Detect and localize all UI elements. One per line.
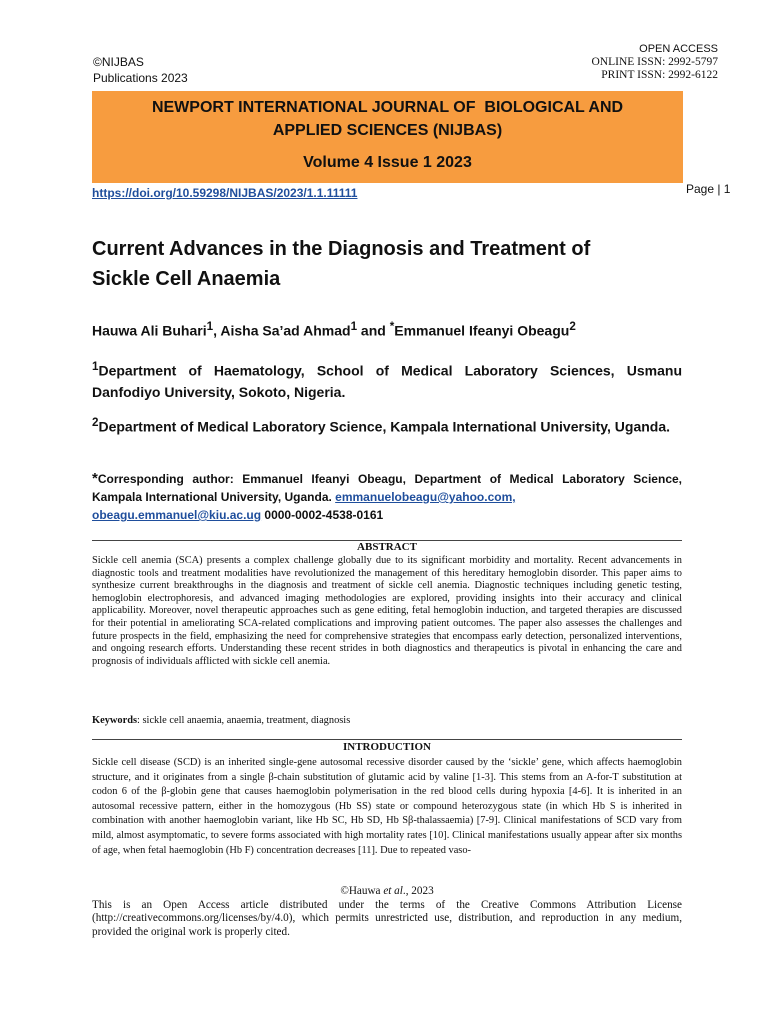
divider: [92, 739, 682, 740]
affiliation-marker: 2: [92, 416, 99, 429]
license-footer: [92, 885, 682, 939]
page-number: Page | 1: [686, 182, 731, 196]
publisher-block: [93, 54, 188, 86]
issn-block: [592, 43, 719, 82]
publisher-copyright: ©NIJBAS: [93, 55, 144, 69]
orcid-id: 0000-0002-4538-0161: [261, 508, 384, 522]
copyright-suffix: ., 2023: [402, 885, 434, 897]
license-text: This is an Open Access article distributed under the terms of the Creative Commons Attribution License (http://creativecommons.org/licenses/by/4.0), which permits unrestricted use, distribution, and reproduction in any medium, provided the original work is properly cited.: [92, 898, 682, 938]
copyright-line: [92, 885, 682, 899]
online-issn: ONLINE ISSN: 2992-5797: [591, 56, 718, 68]
abstract-text: Sickle cell anemia (SCA) presents a complex challenge globally due to its significant morbidity and mortality. Recent advancements in diagnostic tools and treatment modalities have revolutionized the management of this hereditary hemoglobin disorder. This paper aims to synthesize current breakthroughs in the diagnosis and treatment of sickle cell anemia. Diagnostic techniques including genetic testing, hemoglobin electrophoresis, and advanced imaging methodologies are explored, providing insights into their accuracy and clinical applicability. Moreover, novel therapeutic approaches such as gene editing, fetal hemoglobin induction, and targeted therapies are discussed for their potential in ameliorating SCA-related complications and improving patient outcomes. The paper also assesses the challenges and future prospects in the field, emphasizing the need for comprehensive strategies that encompass early detection, personalized interventions, and ongoing research efforts. Understanding these recent strides in both diagnostics and therapeutics is pivotal in enhancing the care and prognosis of individuals afflicted with sickle cell anemia.: [92, 555, 682, 667]
journal-banner: [92, 91, 683, 183]
affiliation-marker: 1: [350, 320, 358, 333]
keywords-list: : sickle cell anaemia, anaemia, treatment, diagnosis: [137, 715, 351, 726]
email-link[interactable]: obeagu.emmanuel@kiu.ac.ug: [92, 508, 262, 522]
affiliation-text: Department of Medical Laboratory Science, Kampala International University, Uganda.: [98, 418, 671, 435]
doi-link[interactable]: https://doi.org/10.59298/NIJBAS/2023/1.1.11111: [92, 186, 358, 200]
open-access-label: OPEN ACCESS: [639, 43, 718, 55]
corresponding-text: Corresponding author: Emmanuel Ifeanyi Obeagu, Department of Medical Laboratory Science, Kampala International University, Uganda.: [92, 472, 682, 504]
corresponding-marker: *: [389, 320, 395, 333]
author-name: Emmanuel Ifeanyi Obeagu: [394, 322, 570, 339]
copyright-prefix: ©Hauwa: [340, 885, 384, 897]
keywords-label: Keywords: [92, 715, 138, 726]
affiliation-marker: 2: [569, 320, 576, 333]
corresponding-author: [92, 470, 682, 524]
corresponding-marker: *: [92, 470, 98, 487]
journal-title: [92, 96, 683, 142]
affiliation-marker: 1: [92, 360, 99, 373]
author-name: Hauwa Ali Buhari: [92, 322, 207, 339]
article-title-line2: Sickle Cell Anaemia: [92, 268, 281, 290]
article-title: [92, 234, 682, 294]
affiliation-1: [92, 356, 682, 403]
article-title-line1: Current Advances in the Diagnosis and Treatment of: [92, 238, 591, 260]
affiliation-2: [92, 412, 682, 438]
author-separator: and: [357, 322, 390, 339]
journal-title-line1: NEWPORT INTERNATIONAL JOURNAL OF BIOLOGICAL AND: [151, 99, 624, 116]
publisher-year: Publications 2023: [93, 71, 188, 85]
author-name: , Aisha Sa’ad Ahmad: [213, 322, 351, 339]
journal-title-line2: APPLIED SCIENCES (NIJBAS): [272, 122, 503, 139]
print-issn: PRINT ISSN: 2992-6122: [601, 69, 718, 81]
keywords: [92, 715, 350, 726]
email-link[interactable]: emmanuelobeagu@yahoo.com,: [335, 490, 516, 504]
affiliation-marker: 1: [206, 320, 214, 333]
affiliation-text: Department of Haematology, School of Medical Laboratory Sciences, Usmanu Danfodiyo University, Sokoto, Nigeria.: [92, 362, 682, 400]
abstract-heading: ABSTRACT: [357, 541, 417, 553]
volume-issue: Volume 4 Issue 1 2023: [303, 154, 472, 171]
introduction-text: Sickle cell disease (SCD) is an inherited single-gene autosomal recessive disorder caused by the ‘sickle’ gene, which affects haemoglobin structure, and it originates from a single β-chain substitution of glutamic acid by valine [1-3]. This stems from an A-for-T substitution at codon 6 of the β-globin gene that causes haemoglobin polymerisation in the red blood cells during hypoxia [4-6]. It is inherited in an autosomal recessive pattern, either in the homozygous (Hb SS) state or compound heterozygous state (in which Hb S is inherited in combination with another haemoglobin variant, like Hb SC, Hb SD, Hb Sβ-thalassaemia) [7-9]. Clinical manifestations of SCD vary from mild, almost asymptomatic, to severe forms associated with high mortality rates [10]. Clinical manifestations usually appear after six months of age, when fetal haemoglobin (Hb F) concentration decreases [11]. Due to repeated vaso-: [92, 757, 682, 856]
author-list: [92, 320, 576, 339]
introduction-heading: INTRODUCTION: [342, 741, 431, 753]
copyright-etal: et al: [383, 885, 403, 897]
